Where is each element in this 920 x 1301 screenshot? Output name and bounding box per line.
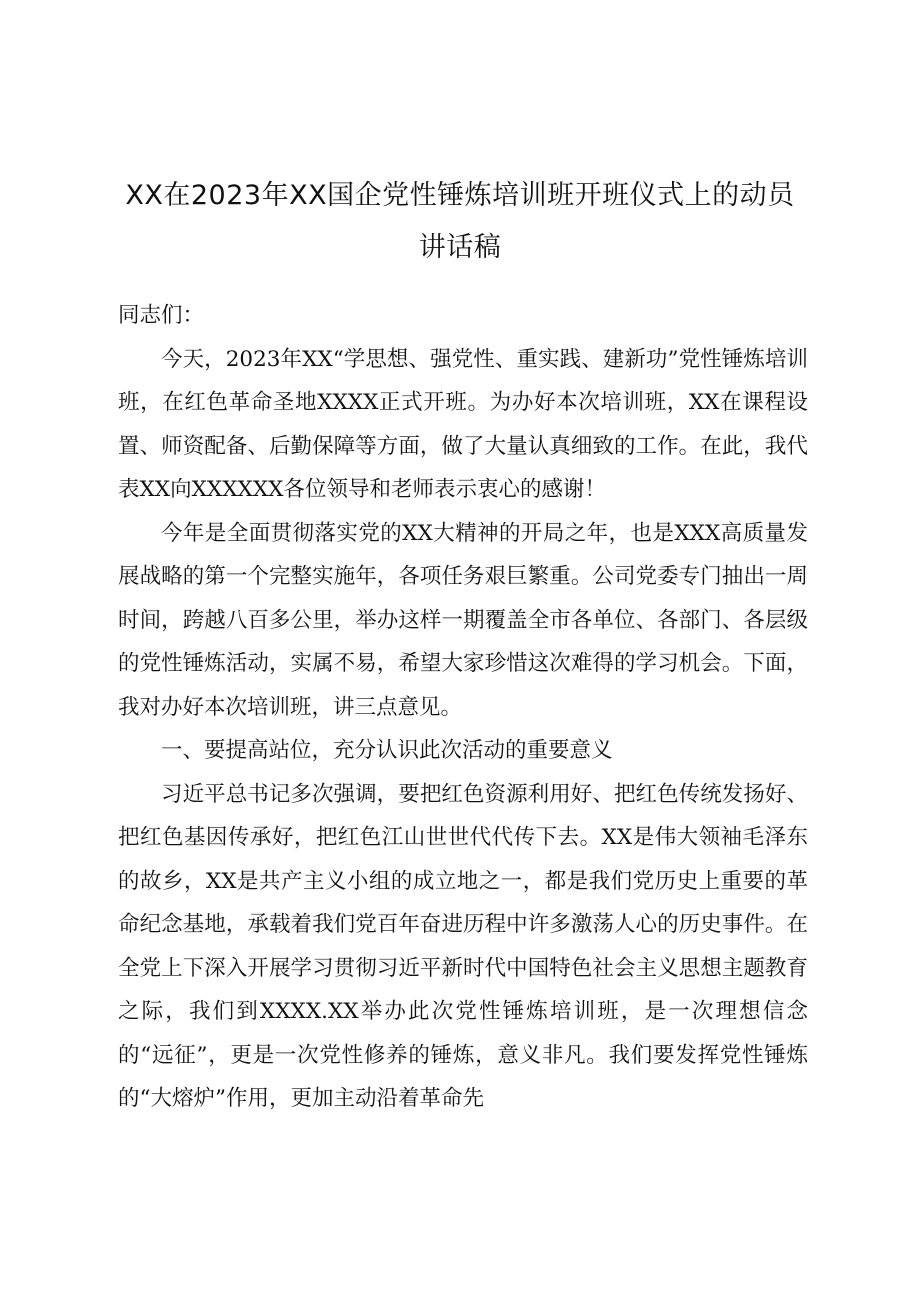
- salutation: 同志们：: [118, 303, 205, 328]
- paragraph-opening: 今天，2023年XX“学思想、强党性、重实践、建新功”党性锤炼培训班，在红色革命圣地XXXX正式开班。为办好本次培训班，XX在课程设置、师资配备、后勤保障等方面，做了大量认真细致的工作。在此，我代表XX向XXXXXX各位领导和老师表示衷心的感谢！: [118, 346, 808, 502]
- document-body: [118, 294, 808, 1121]
- title-line-1: XX在2023年XX国企党性锤炼培训班开班仪式上的动员: [125, 180, 795, 211]
- paragraph-section-1: 习近平总书记多次强调，要把红色资源利用好、把红色传统发扬好、把红色基因传承好，把红色江山世世代代传下去。XX是伟大领袖毛泽东的故乡，XX是共产主义小组的成立地之一，都是我们党历史上重要的革命纪念基地，承载着我们党百年奋进历程中许多激荡人心的历史事件。在全党上下深入开展学习贯彻习近平新时代中国特色社会主义思想主题教育之际，我们到XXXX.XX举办此次党性锤炼培训班，是一次理想信念的“远征”，更是一次党性修养的锤炼，意义非凡。我们要发挥党性锤炼的“大熔炉”作用，更加主动沿着革命先: [118, 781, 808, 1111]
- paragraph-background: 今年是全面贯彻落实党的XX大精神的开局之年，也是XXX高质量发展战略的第一个完整实施年，各项任务艰巨繁重。公司党委专门抽出一周时间，跨越八百多公里，举办这样一期覆盖全市各单位、各部门、各层级的党性锤炼活动，实属不易，希望大家珍惜这次难得的学习机会。下面，我对办好本次培训班，讲三点意见。: [118, 520, 808, 720]
- title-line-2: 讲话稿: [418, 232, 502, 263]
- section-heading-1: 一、要提高站位，充分认识此次活动的重要意义: [161, 738, 613, 763]
- document-title: [100, 170, 820, 274]
